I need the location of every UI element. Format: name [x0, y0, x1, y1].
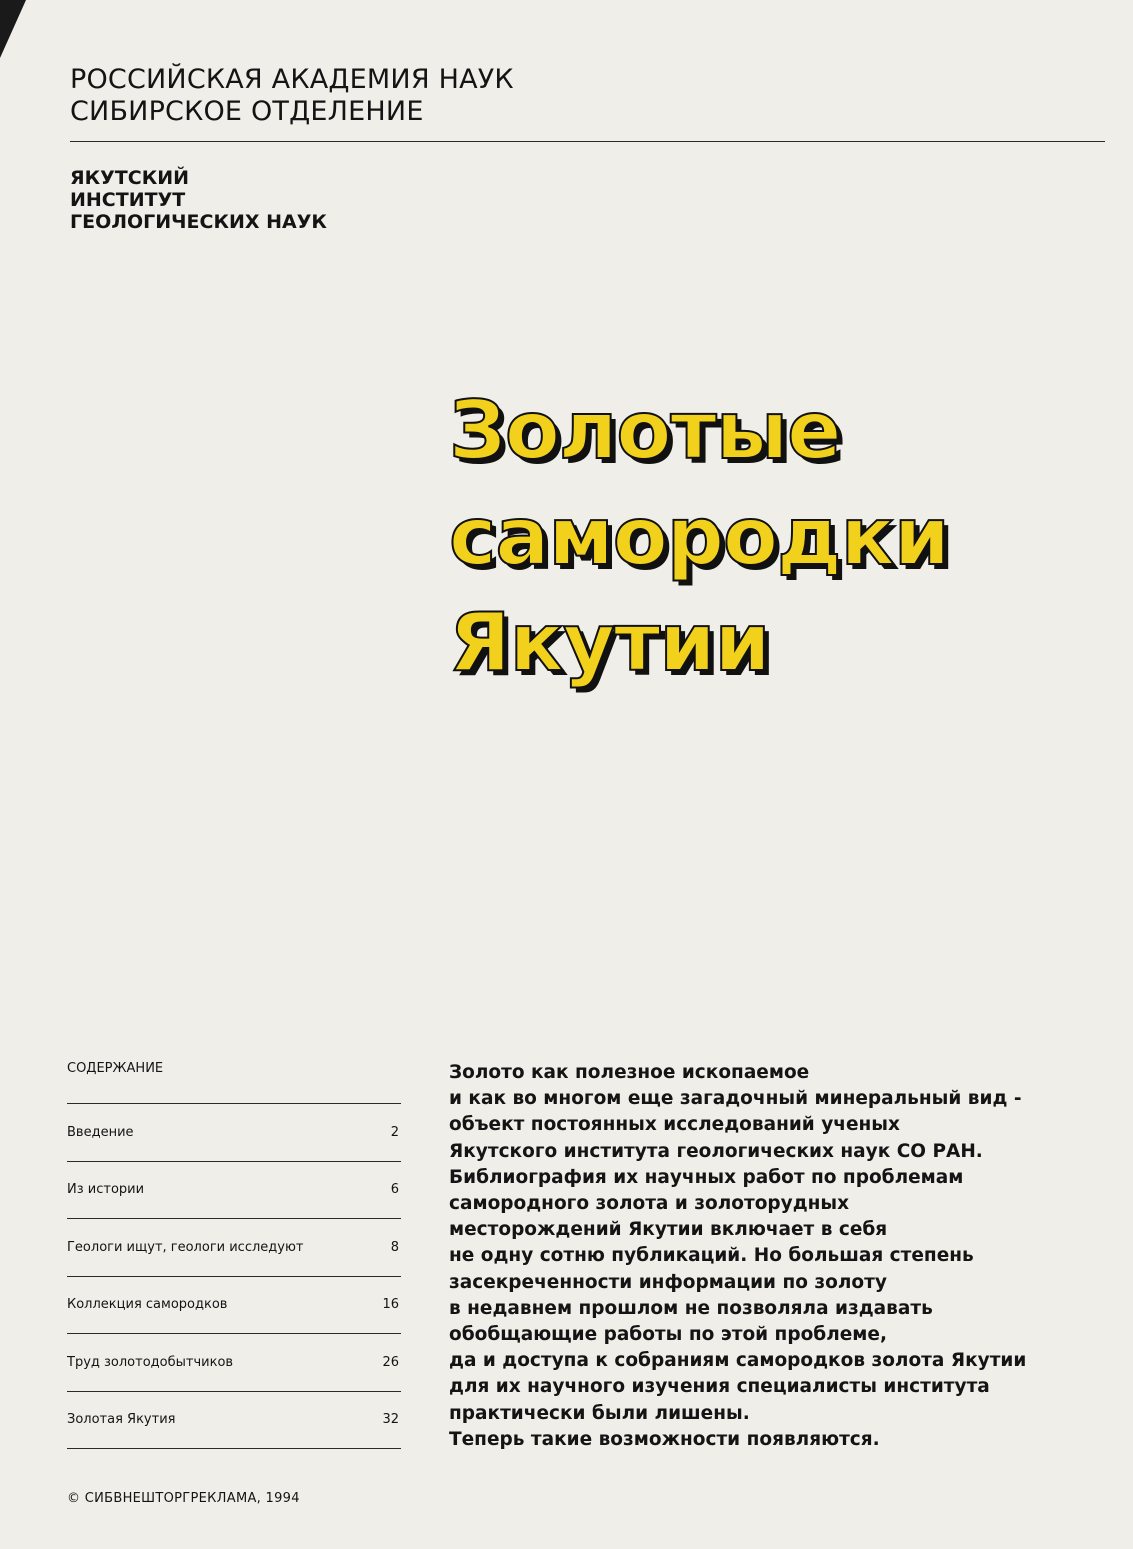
toc-item-label: Коллекция самородков [67, 1297, 228, 1313]
institute-line-2: ИНСТИТУТ [70, 189, 186, 211]
intro-line: Теперь такие возможности появляются. [449, 1428, 880, 1450]
intro-line: самородного золота и золоторудных [449, 1193, 850, 1215]
institute-line-1: ЯКУТСКИЙ [70, 167, 190, 189]
toc-item-label: Труд золотодобытчиков [67, 1354, 234, 1370]
toc-item-page: 6 [390, 1182, 399, 1198]
toc-item-label: Геологи ищут, геологи исследуют [67, 1239, 304, 1255]
toc-item-label: Из истории [67, 1182, 145, 1198]
toc-item-label: Введение [67, 1124, 134, 1140]
toc-item[interactable] [67, 1219, 401, 1277]
organization-header [70, 64, 514, 128]
toc-item-page: 32 [382, 1412, 399, 1428]
intro-line: засекреченности информации по золоту [449, 1271, 887, 1293]
copyright-notice: © СИБВНЕШТОРГРЕКЛАМА, 1994 [67, 1491, 300, 1506]
toc-heading: СОДЕРЖАНИЕ [67, 1058, 401, 1104]
intro-line: обобщающие работы по этой проблеме, [449, 1324, 888, 1346]
toc-item-page: 26 [382, 1354, 399, 1370]
intro-line: Библиография их научных работ по проблемам [449, 1166, 964, 1188]
toc-item[interactable] [67, 1162, 401, 1220]
intro-line: объект постоянных исследований ученых [449, 1114, 900, 1136]
page-corner-shadow [0, 0, 26, 58]
intro-line: практически были лишены. [449, 1402, 750, 1424]
toc-item[interactable] [67, 1104, 401, 1162]
intro-line: не одну сотню публикаций. Но большая степень [449, 1245, 974, 1267]
title-line-1: Золотые [449, 384, 841, 477]
book-title [449, 378, 949, 696]
toc-item[interactable] [67, 1334, 401, 1392]
toc-item-label: Золотая Якутия [67, 1412, 176, 1428]
toc-item[interactable] [67, 1392, 401, 1450]
toc-item[interactable] [67, 1277, 401, 1335]
intro-line: Якутского института геологических наук СО РАН. [449, 1140, 983, 1162]
intro-line: для их научного изучения специалисты института [449, 1376, 990, 1398]
intro-line: и как во многом еще загадочный минеральный вид - [449, 1088, 1022, 1110]
org-line-1: РОССИЙСКАЯ АКАДЕМИЯ НАУК [70, 64, 514, 95]
header-divider [70, 141, 1105, 142]
intro-line: да и доступа к собраниям самородков золота Якутии [449, 1350, 1027, 1372]
intro-line: Золото как полезное ископаемое [449, 1062, 810, 1083]
table-of-contents [67, 1058, 401, 1449]
toc-item-page: 16 [382, 1297, 399, 1313]
intro-paragraph [449, 1060, 1109, 1453]
toc-item-page: 2 [390, 1124, 399, 1140]
org-line-2: СИБИРСКОЕ ОТДЕЛЕНИЕ [70, 96, 424, 127]
toc-item-page: 8 [390, 1239, 399, 1255]
title-line-2: самородки [449, 490, 949, 583]
institute-line-3: ГЕОЛОГИЧЕСКИХ НАУК [70, 211, 327, 233]
institute-name [70, 167, 327, 233]
intro-line: месторождений Якутии включает в себя [449, 1219, 888, 1241]
title-line-3: Якутии [449, 596, 770, 689]
intro-line: в недавнем прошлом не позволяла издавать [449, 1297, 933, 1319]
